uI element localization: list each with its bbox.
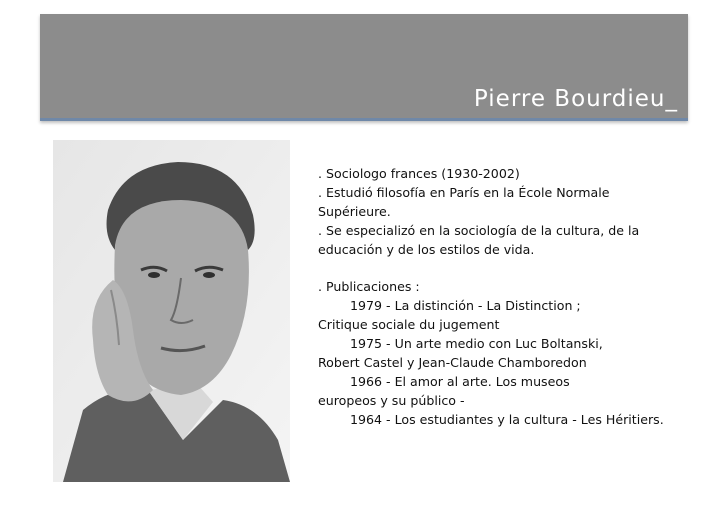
publication-item: 1979 - La distinción - La Distinction ; bbox=[350, 298, 581, 313]
bio-line: educación y de los estilos de vida. bbox=[318, 242, 535, 257]
title-bar bbox=[40, 14, 688, 121]
bio-line: Supérieure. bbox=[318, 204, 391, 219]
portrait-photo bbox=[53, 140, 290, 482]
publication-item-continued: Critique sociale du jugement bbox=[318, 317, 500, 332]
publication-item-continued: Robert Castel y Jean-Claude Chamboredon bbox=[318, 355, 587, 370]
publication-item: 1966 - El amor al arte. Los museos bbox=[350, 374, 570, 389]
slide-title: Pierre Bourdieu_ bbox=[473, 86, 678, 112]
publication-item-continued: europeos y su público - bbox=[318, 393, 465, 408]
bio-text bbox=[318, 164, 718, 429]
bio-line: . Sociologo frances (1930-2002) bbox=[318, 166, 520, 181]
bio-line: . Estudió filosofía en París en la École Normale bbox=[318, 185, 610, 200]
publication-item: 1975 - Un arte medio con Luc Boltanski, bbox=[350, 336, 603, 351]
bio-line: . Se especializó en la sociología de la cultura, de la bbox=[318, 223, 640, 238]
publications-heading: . Publicaciones : bbox=[318, 279, 420, 294]
paragraph-gap bbox=[318, 259, 718, 277]
publication-item: 1964 - Los estudiantes y la cultura - Les Héritiers. bbox=[350, 412, 664, 427]
